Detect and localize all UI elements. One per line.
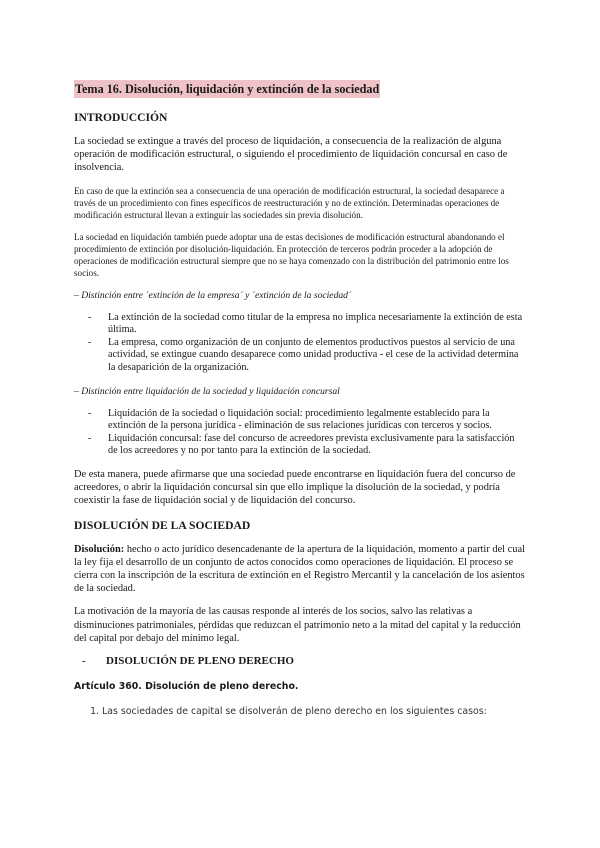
article-list: [74, 705, 526, 718]
definition-label: Disolución:: [74, 543, 125, 555]
list-item: - La extinción de la sociedad como titular de la empresa no implica necesariamente la extinción de esta última.: [74, 312, 526, 337]
intro-heading: INTRODUCCIÓN: [74, 111, 168, 124]
list-item: 1. Las sociedades de capital se disolverán de pleno derecho en los siguientes casos:: [102, 705, 526, 718]
intro-paragraph-2: En caso de que la extinción sea a consecuencia de una operación de modificación estructural, la sociedad desaparece a través de un procedimiento con fines específicos de reestructuración y no de extinción. Determinadas operaciones de modificación estructural llevan a extinguir las sociedades sin previa disolución.: [74, 185, 505, 220]
intro-paragraph-3: La sociedad en liquidación también puede adoptar una de estas decisiones de modificación estructural abandonando el procedimiento de extinción por disolución-liquidación. En protección de terceros podrán proceder a la adopción de operaciones de modificación estructural siempre que no se haya comenzado con la distribución del patrimonio entre los socios.: [74, 231, 509, 278]
list-item: - Liquidación concursal: fase del concurso de acreedores prevista exclusivamente para la satisfacción de los acreedores y no por tanto para la extinción de la sociedad.: [74, 433, 526, 458]
dash-marker: -: [82, 654, 86, 667]
paragraph-de-esta-manera: De esta manera, puede afirmarse que una sociedad puede encontrarse en liquidación fuera del concurso de acreedores, o abrir la liquidación concursal sin que ello implique la disolución de la sociedad, y podría coexistir la fase de liquidación social y de liquidación del concurso.: [74, 468, 516, 507]
list-item: - Liquidación de la sociedad o liquidación social: procedimiento legalmente establecido para la extinción de la persona jurídica - eliminación de sus relaciones jurídicas con terceros y socios.: [74, 408, 526, 433]
disolucion-heading: DISOLUCIÓN DE LA SOCIEDAD: [74, 518, 251, 532]
page-title: Tema 16. Disolución, liquidación y extinción de la sociedad: [75, 82, 380, 96]
intro-paragraph-1: La sociedad se extingue a través del proceso de liquidación, a consecuencia de la realización de alguna operación de modificación estructural, o siguiendo el procedimiento de liquidación concursal en caso de insolvencia.: [74, 136, 508, 174]
pleno-derecho-label: DISOLUCIÓN DE PLENO DERECHO: [106, 654, 294, 667]
motivacion-paragraph: La motivación de la mayoría de las causas responde al interés de los socios, salvo las relativas a disminuciones patrimoniales, pérdidas que reduzcan el patrimonio neto a la mitad del capital y la reducción del capital por debajo del mínimo legal.: [74, 606, 521, 644]
definition-text: hecho o acto jurídico desencadenante de la apertura de la liquidación, momento a partir del cual la ley fija el desarrollo de un conjunto de actos conocidos como operaciones de liquidación. El proceso se cierra con la inscripción de la escritura de extinción en el Registro Mercantil y la cancelación de los asientos de la sociedad.: [74, 543, 525, 595]
subheading-liquidacion: – Distinción entre liquidación de la sociedad y liquidación concursal: [74, 385, 340, 397]
subheading-empresa-sociedad: – Distinción entre ´extinción de la empresa´ y ´extinción de la sociedad´: [74, 289, 352, 301]
document-page: [74, 80, 526, 718]
article-title: Artículo 360. Disolución de pleno derecho.: [74, 680, 299, 692]
pleno-derecho-heading: [74, 655, 526, 667]
disolucion-definition: [74, 543, 526, 596]
list-item: - La empresa, como organización de un conjunto de elementos productivos puestos al servicio de una actividad, se extingue cuando desaparece como unidad productiva - el cese de la actividad determina la desaparición de la organización.: [74, 337, 526, 375]
list-empresa-sociedad: [74, 312, 526, 375]
list-liquidacion: [74, 408, 526, 458]
